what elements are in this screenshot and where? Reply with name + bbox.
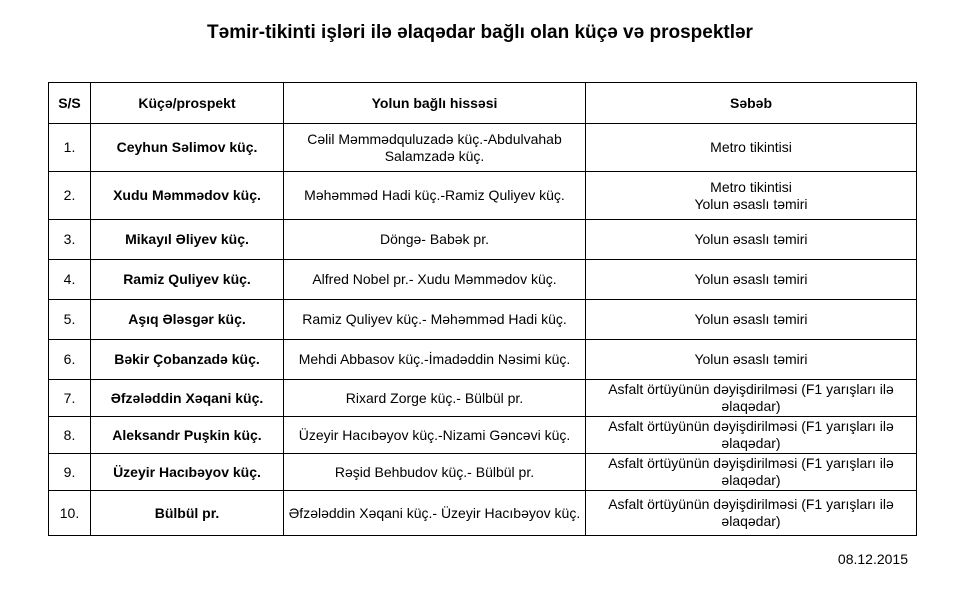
closed-section: Ramiz Quliyev küç.- Məhəmməd Hadi küç. xyxy=(284,300,586,340)
reason: Asfalt örtüyünün dəyişdirilməsi (F1 yarışları ilə əlaqədar) xyxy=(586,491,917,536)
street-name: Mikayıl Əliyev küç. xyxy=(91,220,284,260)
row-number: 7. xyxy=(49,380,91,417)
table-row xyxy=(49,220,917,260)
street-name: Xudu Məmmədov küç. xyxy=(91,172,284,220)
row-number: 8. xyxy=(49,417,91,454)
table-header-row xyxy=(49,83,917,124)
row-number: 2. xyxy=(49,172,91,220)
closed-section: Döngə- Babək pr. xyxy=(284,220,586,260)
table-row xyxy=(49,124,917,172)
header-number: S/S xyxy=(49,83,91,124)
reason: Asfalt örtüyünün dəyişdirilməsi (F1 yarışları ilə əlaqədar) xyxy=(586,380,917,417)
row-number: 5. xyxy=(49,300,91,340)
table-row xyxy=(49,454,917,491)
closed-roads-table xyxy=(48,82,917,536)
row-number: 9. xyxy=(49,454,91,491)
row-number: 6. xyxy=(49,340,91,380)
row-number: 3. xyxy=(49,220,91,260)
table-row xyxy=(49,380,917,417)
table-row xyxy=(49,340,917,380)
closed-section: Əfzələddin Xəqani küç.- Üzeyir Hacıbəyov küç. xyxy=(284,491,586,536)
street-name: Bəkir Çobanzadə küç. xyxy=(91,340,284,380)
reason: Yolun əsaslı təmiri xyxy=(586,300,917,340)
table-row xyxy=(49,491,917,536)
table-row xyxy=(49,260,917,300)
closed-section: Alfred Nobel pr.- Xudu Məmmədov küç. xyxy=(284,260,586,300)
closed-section: Cəlil Məmmədquluzadə küç.-Abdulvahab Salamzadə küç. xyxy=(284,124,586,172)
reason: Metro tikintisi Yolun əsaslı təmiri xyxy=(586,172,917,220)
closed-section: Mehdi Abbasov küç.-İmadəddin Nəsimi küç. xyxy=(284,340,586,380)
table-row xyxy=(49,300,917,340)
street-name: Bülbül pr. xyxy=(91,491,284,536)
document-title: Təmir-tikinti işləri ilə əlaqədar bağlı olan küçə və prospektlər xyxy=(207,22,753,43)
table-row xyxy=(49,417,917,454)
reason: Yolun əsaslı təmiri xyxy=(586,260,917,300)
street-name: Aleksandr Puşkin küç. xyxy=(91,417,284,454)
row-number: 1. xyxy=(49,124,91,172)
header-reason: Səbəb xyxy=(586,83,917,124)
row-number: 4. xyxy=(49,260,91,300)
closed-section: Məhəmməd Hadi küç.-Ramiz Quliyev küç. xyxy=(284,172,586,220)
row-number: 10. xyxy=(49,491,91,536)
closed-section: Rəşid Behbudov küç.- Bülbül pr. xyxy=(284,454,586,491)
closed-section: Üzeyir Hacıbəyov küç.-Nizami Gəncəvi küç. xyxy=(284,417,586,454)
header-street: Küçə/prospekt xyxy=(91,83,284,124)
header-closed-section: Yolun bağlı hissəsi xyxy=(284,83,586,124)
document-date: 08.12.2015 xyxy=(837,551,908,567)
reason: Asfalt örtüyünün dəyişdirilməsi (F1 yarışları ilə əlaqədar) xyxy=(586,454,917,491)
table-row xyxy=(49,172,917,220)
reason: Yolun əsaslı təmiri xyxy=(586,220,917,260)
street-name: Aşıq Ələsgər küç. xyxy=(91,300,284,340)
street-name: Üzeyir Hacıbəyov küç. xyxy=(91,454,284,491)
closed-section: Rixard Zorge küç.- Bülbül pr. xyxy=(284,380,586,417)
street-name: Ceyhun Səlimov küç. xyxy=(91,124,284,172)
reason: Yolun əsaslı təmiri xyxy=(586,340,917,380)
reason: Asfalt örtüyünün dəyişdirilməsi (F1 yarışları ilə əlaqədar) xyxy=(586,417,917,454)
reason: Metro tikintisi xyxy=(586,124,917,172)
street-name: Ramiz Quliyev küç. xyxy=(91,260,284,300)
street-name: Əfzələddin Xəqani küç. xyxy=(91,380,284,417)
